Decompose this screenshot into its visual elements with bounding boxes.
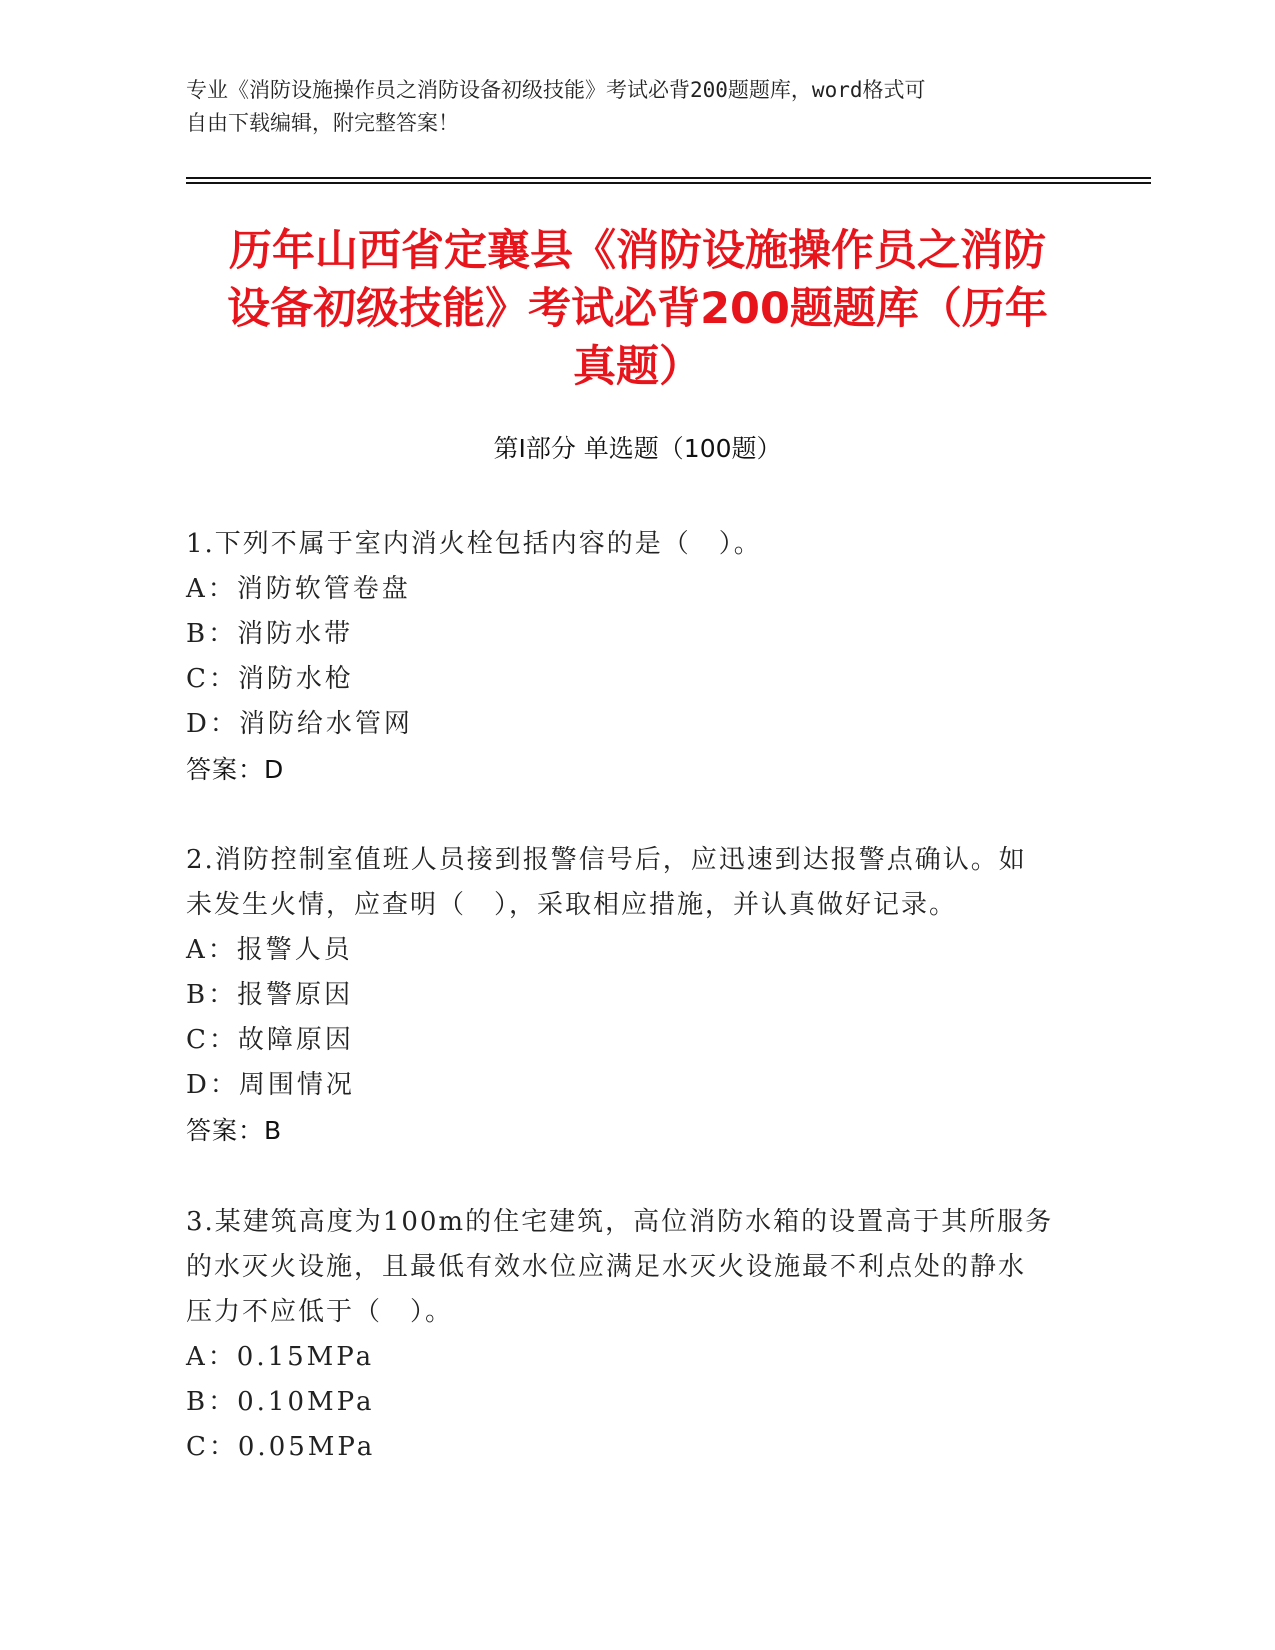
option-b: B：0.10MPa — [186, 1387, 375, 1417]
header-divider-bottom — [186, 182, 1151, 184]
question-stem: 的水灭火设施，且最低有效水位应满足水灭火设施最不利点处的静水 — [186, 1252, 1027, 1282]
option-d: D：消防给水管网 — [186, 709, 413, 739]
option-b: B：报警原因 — [186, 980, 354, 1010]
question-stem: 未发生火情，应查明（ ），采取相应措施，并认真做好记录。 — [186, 890, 958, 920]
intro-text — [186, 74, 1086, 140]
option-a: A：报警人员 — [186, 935, 353, 965]
title-line: 历年山西省定襄县《消防设施操作员之消防 — [229, 226, 1046, 276]
option-a: A：消防软管卷盘 — [186, 574, 411, 604]
question-2 — [186, 838, 1086, 1153]
option-c: C：故障原因 — [186, 1025, 354, 1055]
intro-line: 专业《消防设施操作员之消防设备初级技能》考试必背200题题库，word格式可 — [186, 78, 926, 102]
question-1 — [186, 522, 1086, 792]
option-b: B：消防水带 — [186, 619, 354, 649]
option-d: D：周围情况 — [186, 1070, 355, 1100]
option-a: A：0.15MPa — [186, 1342, 375, 1372]
intro-line: 自由下载编辑，附完整答案！ — [186, 111, 459, 135]
option-c: C：消防水枪 — [186, 664, 354, 694]
answer: 答案：D — [186, 755, 285, 784]
option-c: C：0.05MPa — [186, 1432, 376, 1462]
document-title — [150, 222, 1125, 396]
answer: 答案：B — [186, 1116, 283, 1145]
question-stem: 2.消防控制室值班人员接到报警信号后，应迅速到达报警点确认。如 — [186, 845, 1027, 875]
question-stem: 1.下列不属于室内消火栓包括内容的是（ ）。 — [186, 529, 762, 559]
question-stem: 压力不应低于（ ）。 — [186, 1297, 454, 1327]
question-stem: 3.某建筑高度为100m的住宅建筑，高位消防水箱的设置高于其所服务 — [186, 1207, 1054, 1237]
question-3 — [186, 1200, 1086, 1470]
title-line: 设备初级技能》考试必背200题题库（历年 — [227, 284, 1048, 334]
section-heading: 第Ⅰ部分 单选题（100题） — [493, 434, 782, 463]
header-divider-top — [186, 177, 1151, 179]
title-line: 真题） — [573, 342, 702, 392]
